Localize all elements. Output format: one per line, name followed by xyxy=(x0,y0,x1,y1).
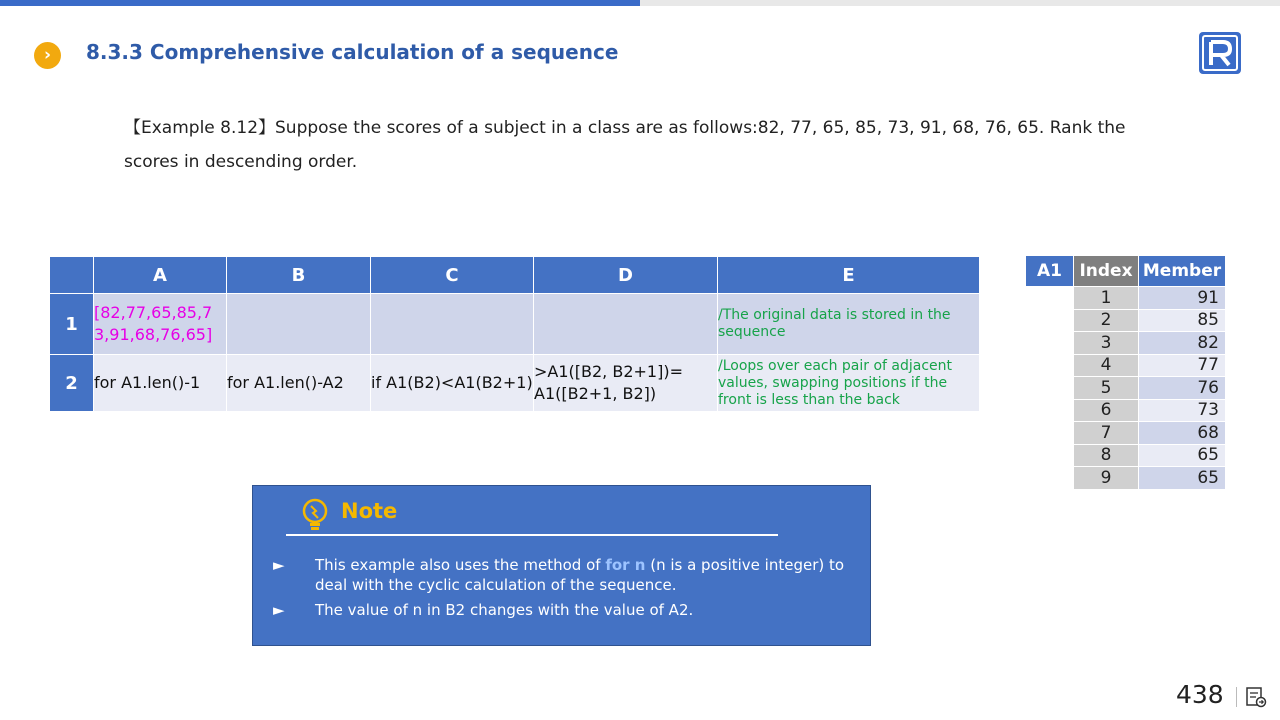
column-header-a[interactable]: A xyxy=(94,257,226,293)
bullet-triangle-icon: ► xyxy=(273,556,285,574)
member-value: 65 xyxy=(1139,445,1225,467)
cell-b2[interactable]: for A1.len()-A2 xyxy=(227,355,370,411)
index-value: 3 xyxy=(1074,332,1138,354)
table-row xyxy=(1026,355,1225,377)
table-row xyxy=(1026,400,1225,422)
table-row xyxy=(1026,377,1225,399)
member-value: 82 xyxy=(1139,332,1225,354)
table-row xyxy=(1026,422,1225,444)
cell-d2[interactable]: >A1([B2, B2+1])= A1([B2+1, B2]) xyxy=(534,355,717,411)
index-value: 9 xyxy=(1074,467,1138,489)
member-value: 76 xyxy=(1139,377,1225,399)
member-value: 73 xyxy=(1139,400,1225,422)
cell-a1[interactable]: [82,77,65,85,73,91,68,76,65] xyxy=(94,294,226,354)
row-header-2[interactable]: 2 xyxy=(50,355,93,411)
bullet-triangle-icon: ► xyxy=(273,601,285,619)
logo-icon xyxy=(1199,32,1241,74)
page-title: 8.3.3 Comprehensive calculation of a sequence xyxy=(86,40,619,64)
table-row xyxy=(1026,332,1225,354)
sequence-result-table xyxy=(1025,255,1226,490)
index-value: 8 xyxy=(1074,445,1138,467)
column-header-b[interactable]: B xyxy=(227,257,370,293)
member-header: Member xyxy=(1139,256,1225,286)
member-value: 85 xyxy=(1139,310,1225,332)
table-row xyxy=(1026,287,1225,309)
note-divider xyxy=(286,534,778,536)
corner-cell xyxy=(50,257,93,293)
index-value: 4 xyxy=(1074,355,1138,377)
example-text: 【Example 8.12】Suppose the scores of a subject in a class are as follows:82, 77, 65, 85, 73, 91, 68, 76, 65. Rank the scores in descending order. xyxy=(124,118,1126,172)
index-value: 5 xyxy=(1074,377,1138,399)
table-row xyxy=(1026,445,1225,467)
chevron-right-icon: › xyxy=(34,42,61,69)
member-value: 77 xyxy=(1139,355,1225,377)
page-number: 438 xyxy=(1176,680,1224,709)
column-header-d[interactable]: D xyxy=(534,257,717,293)
column-header-e[interactable]: E xyxy=(718,257,979,293)
table-row xyxy=(1026,310,1225,332)
cell-e2[interactable]: /Loops over each pair of adjacent values, swapping positions if the front is less than the back xyxy=(718,355,979,411)
spreadsheet-grid xyxy=(49,256,980,412)
progress-bar-track xyxy=(640,0,1280,6)
cell-d1[interactable] xyxy=(534,294,717,354)
note-box: Note ► This example also uses the method of for n (n is a positive integer) to deal with the cyclic calculation of the sequence. ► The value of n in B2 changes with the value of A2. xyxy=(252,485,871,646)
progress-bar-filled xyxy=(0,0,640,6)
cell-c2[interactable]: if A1(B2)<A1(B2+1) xyxy=(371,355,533,411)
index-value: 2 xyxy=(1074,310,1138,332)
cell-b1[interactable] xyxy=(227,294,370,354)
cell-c1[interactable] xyxy=(371,294,533,354)
cell-e1[interactable]: /The original data is stored in the sequence xyxy=(718,294,979,354)
cell-a2[interactable]: for A1.len()-1 xyxy=(94,355,226,411)
index-value: 7 xyxy=(1074,422,1138,444)
note-title: Note xyxy=(341,499,398,523)
sequence-name: A1 xyxy=(1026,256,1073,286)
member-value: 65 xyxy=(1139,467,1225,489)
member-value: 91 xyxy=(1139,287,1225,309)
row-header-1[interactable]: 1 xyxy=(50,294,93,354)
for-n-highlight: for n xyxy=(605,556,646,574)
footer-divider xyxy=(1236,687,1237,707)
table-row xyxy=(1026,467,1225,489)
index-header: Index xyxy=(1074,256,1138,286)
column-header-c[interactable]: C xyxy=(371,257,533,293)
index-value: 6 xyxy=(1074,400,1138,422)
slide-notes-icon[interactable] xyxy=(1245,686,1267,708)
lightbulb-icon xyxy=(300,498,330,532)
member-value: 68 xyxy=(1139,422,1225,444)
index-value: 1 xyxy=(1074,287,1138,309)
